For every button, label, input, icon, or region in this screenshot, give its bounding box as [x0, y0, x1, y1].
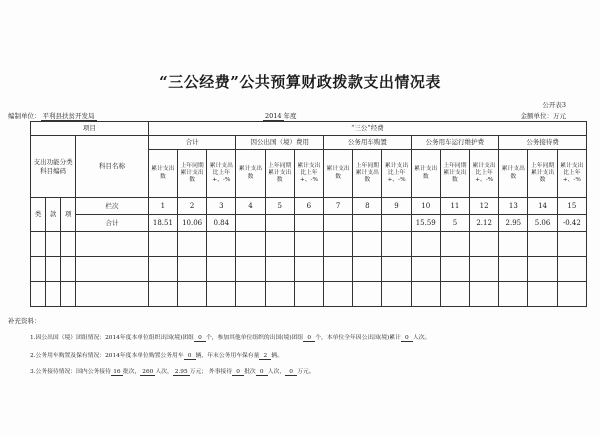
lanci-cell: 5: [265, 198, 294, 215]
header-car-operation: 公务用车运行维护费: [411, 136, 499, 150]
note-text: 2.公务用车购置及保有情况：2014年度本单位购置公务用车: [30, 353, 184, 359]
lanci-cell: 14: [528, 198, 557, 215]
total-row: [31, 215, 587, 232]
report-year-value: 2014: [265, 112, 282, 120]
lanci-cell: 4: [236, 198, 265, 215]
total-label: 合计: [76, 215, 149, 232]
lanci-cell: 2: [178, 198, 207, 215]
header-row-1: [31, 122, 587, 136]
expenditure-table: [30, 121, 587, 307]
note-value: 0: [303, 335, 315, 342]
note-value: 0: [285, 369, 297, 376]
lanci-row: [31, 198, 587, 215]
note-value: 0: [232, 369, 244, 376]
note-value: 16: [111, 369, 123, 376]
form-number: 公开表3: [542, 101, 566, 109]
header-ratio: 累计支出比上年+、-%: [470, 150, 499, 198]
note-text: 辆。: [271, 353, 284, 359]
header-car-purchase: 公务用车购置: [324, 136, 412, 150]
note-text: 万元； 外事接待: [189, 369, 233, 375]
header-ratio: 累计支出比上年+、-%: [557, 150, 586, 198]
header-reception: 公务接待费: [499, 136, 587, 150]
header-ratio: 累计支出比上年+、-%: [294, 150, 323, 198]
note-value: 0: [194, 335, 206, 342]
total-cell: 2.12: [470, 215, 499, 232]
lanci-cell: 8: [353, 198, 382, 215]
total-cell: [382, 215, 411, 232]
note-text: 辆，年末公务用车保有量: [195, 353, 260, 359]
note-value: 2: [259, 353, 271, 360]
total-cell: [324, 215, 353, 232]
lanci-cell: 13: [499, 198, 528, 215]
header-cum: 累计支出数: [324, 150, 353, 198]
total-cell: [236, 215, 265, 232]
header-prev: 上年同期累计支出数: [178, 150, 207, 198]
total-cell: -0.42: [557, 215, 586, 232]
note-value: 0: [184, 353, 196, 360]
total-cell: 2.95: [499, 215, 528, 232]
header-abroad: 因公出国（境）费用: [236, 136, 324, 150]
header-func-code: 支出功能分类科目编码: [31, 136, 76, 198]
empty-row: [31, 282, 587, 307]
note-text: 人次。: [412, 335, 431, 341]
note-text: 批次: [244, 369, 256, 375]
total-cell: [353, 215, 382, 232]
lanci-cell: 1: [148, 198, 177, 215]
empty-row: [31, 232, 587, 257]
empty-row: [31, 257, 587, 282]
lanci-cell: 9: [382, 198, 411, 215]
header-kuan: 款: [46, 198, 61, 232]
header-row-2: [31, 136, 587, 150]
total-cell: 10.06: [178, 215, 207, 232]
note-text: 3.公务接待情况：国内公务接待: [30, 369, 111, 375]
total-cell: 0.84: [207, 215, 236, 232]
note-value: 0: [401, 335, 413, 342]
report-year: [263, 111, 297, 120]
lanci-cell: 15: [557, 198, 586, 215]
header-project: 项目: [31, 122, 149, 136]
total-cell: 5.06: [528, 215, 557, 232]
header-ratio: 累计支出比上年+、-%: [207, 150, 236, 198]
header-prev: 上年同期累计支出数: [528, 150, 557, 198]
note-value: 2.95: [174, 369, 188, 375]
header-total: 合计: [148, 136, 236, 150]
note-text: 1.因公出国（境）团组情况：2014年度本单位组织出国(境)团组: [30, 335, 194, 341]
note-text: 个，本单位全年因公出国(境)累计: [315, 335, 401, 341]
lanci-cell: 6: [294, 198, 323, 215]
header-cum: 累计支出数: [148, 150, 177, 198]
note-value: 0: [256, 369, 268, 376]
note-value: 260: [142, 369, 154, 375]
compiling-unit: [8, 111, 97, 120]
header-sangong: “三公”经费: [148, 122, 586, 136]
header-cum: 累计支出数: [236, 150, 265, 198]
lanci-cell: 10: [411, 198, 440, 215]
compiling-unit-value: 平利县扶贫开发局: [42, 112, 95, 120]
total-cell: 5: [440, 215, 469, 232]
note-reception: [30, 366, 315, 376]
header-prev: 上年同期累计支出数: [440, 150, 469, 198]
report-title: “三公经费”公共预算财政拨款支出情况表: [159, 73, 441, 91]
lanci-cell: 12: [470, 198, 499, 215]
note-text: 人次，: [155, 369, 173, 375]
header-prev: 上年同期累计支出数: [353, 150, 382, 198]
total-cell: [265, 215, 294, 232]
header-ratio: 累计支出比上年+、-%: [382, 150, 411, 198]
note-text: 批次，: [122, 369, 141, 375]
lanci-label: 栏次: [76, 198, 149, 215]
note-text: 个，参加其他单位组织的出国(境)团组: [205, 335, 304, 341]
amount-unit: 金额单位：万元: [520, 112, 566, 120]
lanci-cell: 11: [440, 198, 469, 215]
total-cell: 15.59: [411, 215, 440, 232]
note-text: 万元。: [297, 369, 315, 375]
note-text: 人次，: [267, 369, 286, 375]
header-lei: 类: [31, 198, 46, 232]
lanci-cell: 3: [207, 198, 236, 215]
supplementary-label: 补充资料：: [8, 317, 41, 325]
total-cell: 18.51: [148, 215, 177, 232]
header-prev: 上年同期累计支出数: [265, 150, 294, 198]
header-cum: 累计支出数: [411, 150, 440, 198]
header-cum: 累计支出数: [499, 150, 528, 198]
header-subject-name: 科目名称: [76, 136, 149, 198]
header-xiang: 项: [61, 198, 76, 232]
note-abroad: [30, 332, 430, 342]
note-vehicle: [30, 350, 283, 360]
total-cell: [294, 215, 323, 232]
lanci-cell: 7: [324, 198, 353, 215]
compiling-unit-label: 编制单位：: [8, 112, 41, 120]
report-year-suffix: 年度: [283, 112, 297, 120]
